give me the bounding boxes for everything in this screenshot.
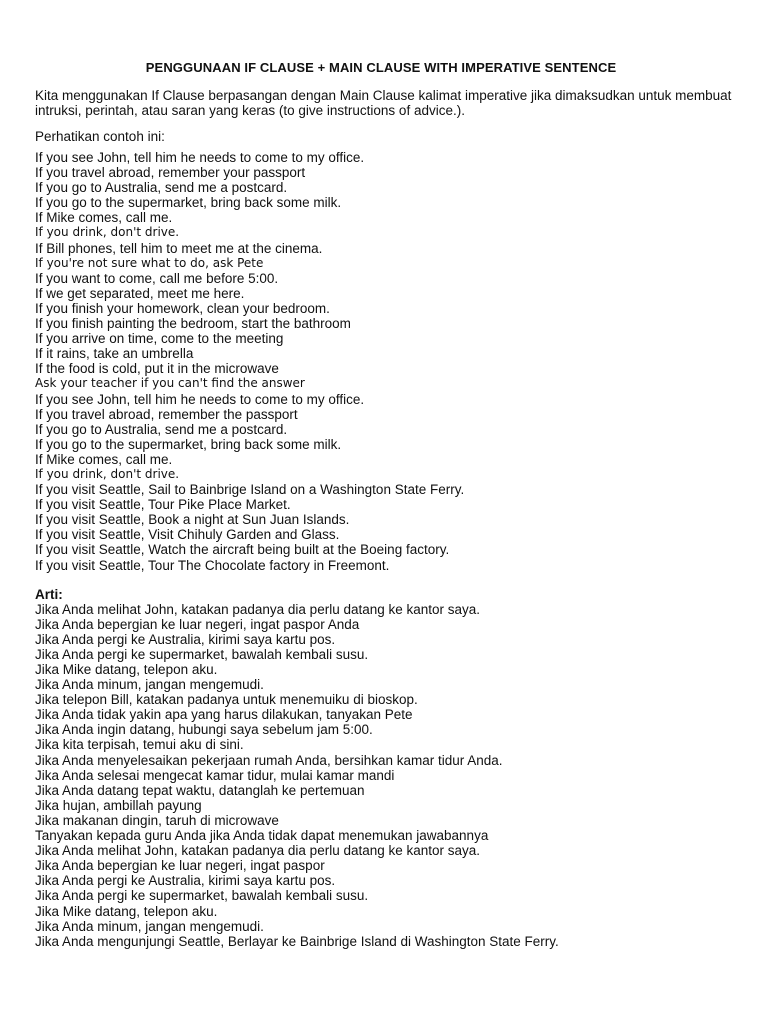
translation-line: Jika hujan, ambillah payung — [35, 797, 202, 813]
translation-line: Jika Anda pergi ke Australia, kirimi saya kartu pos. — [35, 631, 336, 647]
translation-line: Jika Anda bepergian ke luar negeri, ingat paspor — [35, 858, 325, 874]
example-line: If you go to Australia, send me a postcard. — [35, 421, 288, 437]
example-line: If you visit Seattle, Watch the aircraft being built at the Boeing factory. — [35, 542, 450, 558]
translation-line: Jika Anda datang tepat waktu, datanglah ke pertemuan — [35, 782, 365, 798]
translation-line: Jika Anda menyelesaikan pekerjaan rumah Anda, bersihkan kamar tidur Anda. — [35, 752, 503, 768]
example-line: If you go to Australia, send me a postcard. — [35, 180, 288, 196]
example-line: If Mike comes, call me. — [35, 451, 173, 467]
translation-line: Jika Anda minum, jangan mengemudi. — [35, 677, 264, 693]
document-page — [35, 60, 735, 949]
arti-list — [35, 602, 735, 949]
translation-line: Jika telepon Bill, katakan padanya untuk menemuiku di bioskop. — [35, 692, 418, 708]
example-line: If you travel abroad, remember the passport — [35, 406, 298, 422]
example-line: If you visit Seattle, Book a night at Sun Juan Islands. — [35, 512, 350, 528]
example-line: If you visit Seattle, Sail to Bainbrige Island on a Washington State Ferry. — [35, 482, 465, 498]
example-line: If we get separated, meet me here. — [35, 285, 245, 301]
translation-line: Jika Anda pergi ke Australia, kirimi saya kartu pos. — [35, 873, 336, 889]
translation-line: Jika Anda melihat John, katakan padanya dia perlu datang ke kantor saya. — [35, 601, 481, 617]
example-line: If you visit Seattle, Tour Pike Place Market. — [35, 497, 291, 513]
translation-line: Jika Anda minum, jangan mengemudi. — [35, 918, 264, 934]
example-line: If you want to come, call me before 5:00. — [35, 270, 279, 286]
translation-line: Jika Anda ingin datang, hubungi saya sebelum jam 5:00. — [35, 722, 373, 738]
example-line: If Bill phones, tell him to meet me at the cinema. — [35, 240, 323, 256]
example-line: If you visit Seattle, Visit Chihuly Garden and Glass. — [35, 527, 340, 543]
example-line: If you finish painting the bedroom, start the bathroom — [35, 316, 351, 332]
translation-line: Jika Anda pergi ke supermarket, bawalah kembali susu. — [35, 888, 369, 904]
translation-line: Jika Anda melihat John, katakan padanya dia perlu datang ke kantor saya. — [35, 843, 481, 859]
translation-line: Jika makanan dingin, taruh di microwave — [35, 812, 279, 828]
example-line: If you drink, don't drive. — [35, 466, 180, 481]
arti-heading: Arti: — [35, 586, 63, 602]
example-line: If you go to the supermarket, bring back some milk. — [35, 436, 342, 452]
example-line: If you visit Seattle, Tour The Chocolate factory in Freemont. — [35, 557, 390, 573]
example-line: If you arrive on time, come to the meeting — [35, 331, 284, 347]
translation-line: Jika Anda selesai mengecat kamar tidur, mulai kamar mandi — [35, 767, 395, 783]
translation-line: Jika Mike datang, telepon aku. — [35, 903, 218, 919]
translation-line: Jika Anda bepergian ke luar negeri, ingat paspor Anda — [35, 616, 360, 632]
example-line: If you finish your homework, clean your bedroom. — [35, 300, 330, 316]
example-line: If the food is cold, put it in the microwave — [35, 361, 279, 377]
example-line: If you travel abroad, remember your passport — [35, 165, 306, 181]
example-line: If it rains, take an umbrella — [35, 346, 194, 362]
example-line: If you go to the supermarket, bring back some milk. — [35, 195, 342, 211]
example-line: If you drink, don't drive. — [35, 225, 180, 240]
example-line: If Mike comes, call me. — [35, 210, 173, 226]
translation-line: Tanyakan kepada guru Anda jika Anda tidak dapat menemukan jawabannya — [35, 828, 489, 844]
translation-line: Jika Anda mengunjungi Seattle, Berlayar ke Bainbrige Island di Washington State Ferry. — [35, 933, 559, 949]
example-line: If you see John, tell him he needs to come to my office. — [35, 391, 365, 407]
examples-label: Perhatikan contoh ini: — [35, 129, 165, 144]
example-line: Ask your teacher if you can't find the answer — [35, 376, 305, 391]
example-line: If you see John, tell him he needs to come to my office. — [35, 150, 365, 165]
examples-list — [35, 150, 735, 573]
translation-line: Jika Mike datang, telepon aku. — [35, 662, 218, 677]
translation-line: Jika Anda pergi ke supermarket, bawalah kembali susu. — [35, 646, 369, 662]
intro-paragraph: Kita menggunakan If Clause berpasangan dengan Main Clause kalimat imperative jika dimaksudkan untuk membuat intruksi, perintah, atau saran yang keras (to give instructions of advice.). — [35, 88, 732, 118]
translation-line: Jika Anda tidak yakin apa yang harus dilakukan, tanyakan Pete — [35, 707, 413, 723]
example-line: If you're not sure what to do, ask Pete — [35, 255, 264, 270]
document-title: PENGGUNAAN IF CLAUSE + MAIN CLAUSE WITH IMPERATIVE SENTENCE — [145, 60, 617, 75]
translation-line: Jika kita terpisah, temui aku di sini. — [35, 737, 244, 753]
